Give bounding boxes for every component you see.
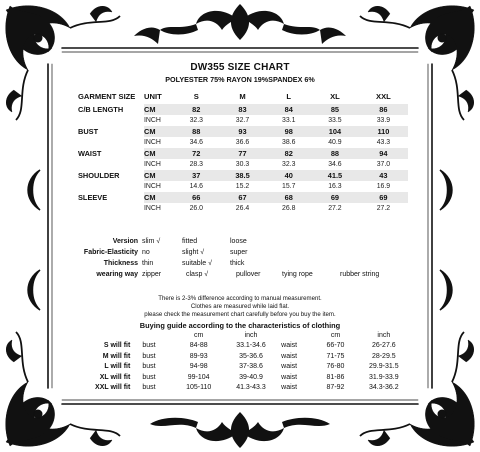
unit-cell: CM (144, 104, 174, 115)
guide-cell: 89-93 (189, 352, 208, 360)
option-key: Fabric-Elasticity (83, 249, 138, 256)
header-cell: UNIT (144, 91, 162, 101)
value-cell: 37.0 (376, 161, 391, 168)
size-row-cm (78, 148, 408, 159)
option-value: no (142, 249, 150, 256)
value-cell: 34.6 (328, 161, 342, 168)
buying-guide-table (88, 330, 408, 393)
buying-guide-title: Buying guide according to the characteristics of clothing (139, 321, 341, 330)
guide-header (88, 330, 408, 341)
value-cell: 16.9 (376, 183, 391, 190)
value-cell: 84 (266, 104, 311, 115)
size-row-inch (78, 115, 408, 126)
option-value: tying rope (282, 271, 313, 278)
header-cell: L (286, 91, 292, 101)
note-line: Clothes are measured while laid flat. (190, 303, 290, 310)
header-cell: XL (330, 91, 340, 101)
option-value: rubber string (340, 271, 380, 278)
measurement-label (78, 203, 144, 214)
measurement-label: C/B LENGTH (78, 104, 144, 115)
value-cell: 34.6 (189, 139, 203, 146)
value-cell: 110 (359, 126, 408, 137)
guide-cell: waist (281, 384, 298, 392)
guide-header-cell: cm (330, 331, 341, 339)
guide-cell: 76-80 (326, 363, 345, 371)
chart-title: DW355 SIZE CHART (190, 62, 290, 73)
guide-cell: 26-27.6 (371, 342, 396, 350)
option-row (80, 238, 410, 249)
value-cell: 32.7 (235, 117, 250, 124)
guide-cell: 99-104 (187, 373, 210, 381)
option-value: slight √ (182, 249, 205, 256)
unit-cell: CM (144, 148, 174, 159)
unit-cell: INCH (144, 205, 161, 212)
option-value: thin (142, 260, 154, 267)
guide-header-cell (138, 330, 172, 341)
size-row-inch (78, 203, 408, 214)
measurement-label (78, 137, 144, 148)
value-cell: 94 (359, 148, 408, 159)
guide-size: XL will fit (99, 373, 131, 381)
value-cell: 72 (174, 148, 219, 159)
guide-cell: 41.3-43.3 (236, 384, 266, 392)
value-cell: 26.8 (282, 205, 296, 212)
guide-row (88, 362, 408, 373)
value-cell: 33.9 (376, 117, 391, 124)
size-table (78, 88, 408, 214)
option-value: thick (230, 260, 245, 267)
value-cell: 33.1 (282, 117, 296, 124)
value-cell: 98 (266, 126, 311, 137)
value-cell: 14.6 (189, 183, 203, 190)
guide-cell: 35-36.6 (239, 352, 263, 360)
option-key: wearing way (96, 271, 138, 278)
material-composition: POLYESTER 75% RAYON 19%SPANDEX 6% (165, 75, 315, 84)
value-cell: 82 (266, 148, 311, 159)
measurement-label: SLEEVE (78, 192, 144, 203)
guide-row (88, 383, 408, 394)
option-value: fitted (182, 238, 198, 245)
note-line: please check the measurement chart carefully before you buy the item. (144, 311, 336, 318)
unit-cell: INCH (144, 161, 161, 168)
option-value: clasp √ (186, 271, 209, 278)
option-value: super (230, 249, 248, 256)
guide-size: S will fit (103, 342, 131, 350)
value-cell: 32.3 (189, 117, 203, 124)
value-cell: 88 (174, 126, 219, 137)
guide-cell: waist (281, 363, 298, 371)
value-cell: 32.3 (282, 161, 296, 168)
guide-header-cell (88, 330, 138, 341)
value-cell: 26.4 (235, 205, 250, 212)
value-cell: 85 (311, 104, 359, 115)
value-cell: 93 (219, 126, 267, 137)
guide-cell: 29.9-31.5 (369, 363, 399, 371)
size-table-header (78, 88, 408, 104)
guide-cell: 33.1-34.6 (236, 342, 266, 350)
value-cell: 30.3 (235, 161, 250, 168)
value-cell: 40 (266, 170, 311, 181)
value-cell: 82 (174, 104, 219, 115)
measurement-label (78, 159, 144, 170)
size-row-cm (78, 126, 408, 137)
unit-cell: INCH (144, 139, 161, 146)
unit-cell: INCH (144, 183, 161, 190)
option-value: suitable √ (182, 260, 212, 267)
measurement-label: SHOULDER (78, 170, 144, 181)
value-cell: 43 (359, 170, 408, 181)
guide-cell: bust (142, 373, 156, 381)
value-cell: 28.3 (189, 161, 203, 168)
measurement-label: WAIST (78, 148, 144, 159)
unit-cell: CM (144, 192, 174, 203)
size-row-inch (78, 137, 408, 148)
guide-cell: 84-88 (189, 342, 208, 350)
value-cell: 40.9 (328, 139, 342, 146)
value-cell: 36.6 (235, 139, 250, 146)
option-value: zipper (142, 271, 162, 278)
size-row-cm (78, 192, 408, 203)
value-cell: 104 (311, 126, 359, 137)
guide-cell: waist (281, 373, 298, 381)
option-value: slim √ (142, 238, 161, 245)
value-cell: 38.5 (219, 170, 267, 181)
value-cell: 86 (359, 104, 408, 115)
guide-cell: 66-70 (326, 342, 345, 350)
guide-cell: bust (142, 363, 156, 371)
value-cell: 27.2 (376, 205, 391, 212)
option-value: pullover (236, 271, 261, 278)
guide-size: XXL will fit (95, 384, 131, 392)
value-cell: 37 (174, 170, 219, 181)
guide-cell: 37-38.6 (239, 363, 263, 371)
guide-header-cell: inch (377, 331, 391, 339)
value-cell: 38.6 (282, 139, 296, 146)
guide-cell: bust (142, 352, 156, 360)
value-cell: 66 (174, 192, 219, 203)
guide-row (88, 372, 408, 383)
unit-cell: CM (144, 126, 174, 137)
guide-cell: 34.3-36.2 (369, 384, 399, 392)
value-cell: 27.2 (328, 205, 342, 212)
guide-cell: bust (142, 342, 156, 350)
size-row-inch (78, 181, 408, 192)
value-cell: 33.5 (328, 117, 342, 124)
value-cell: 68 (266, 192, 311, 203)
value-cell: 83 (219, 104, 267, 115)
guide-cell: 28-29.5 (371, 352, 396, 360)
guide-header-cell (277, 330, 311, 341)
value-cell: 69 (359, 192, 408, 203)
guide-cell: 81-86 (326, 373, 345, 381)
option-row (80, 260, 410, 271)
option-row (80, 271, 410, 282)
option-row (80, 249, 410, 260)
measurement-label (78, 115, 144, 126)
guide-size: M will fit (102, 352, 131, 360)
guide-cell: 71-75 (326, 352, 345, 360)
header-cell: M (239, 91, 246, 101)
garment-options (80, 238, 410, 282)
guide-cell: 87-92 (326, 384, 345, 392)
guide-row (88, 341, 408, 352)
value-cell: 67 (219, 192, 267, 203)
value-cell: 88 (311, 148, 359, 159)
value-cell: 15.7 (282, 183, 296, 190)
size-row-cm (78, 104, 408, 115)
header-cell: XXL (376, 91, 391, 101)
size-row-cm (78, 170, 408, 181)
value-cell: 26.0 (189, 205, 203, 212)
value-cell: 43.3 (376, 139, 391, 146)
option-value: loose (230, 238, 247, 245)
value-cell: 16.3 (328, 183, 342, 190)
guide-cell: 94-98 (189, 363, 208, 371)
option-key: Version (112, 238, 138, 245)
header-cell: S (193, 91, 199, 101)
size-row-inch (78, 159, 408, 170)
value-cell: 41.5 (311, 170, 359, 181)
guide-cell: waist (281, 352, 298, 360)
guide-cell: 105-110 (186, 384, 212, 392)
header-cell: GARMENT SIZE (78, 91, 136, 101)
guide-cell: 31.9-33.9 (369, 373, 399, 381)
value-cell: 77 (219, 148, 267, 159)
measurement-label (78, 181, 144, 192)
guide-header-cell: inch (244, 331, 258, 339)
guide-row (88, 351, 408, 362)
guide-cell: waist (281, 342, 298, 350)
guide-size: L will fit (104, 363, 131, 371)
unit-cell: CM (144, 170, 174, 181)
measurement-notes (0, 295, 480, 319)
option-key: Thickness (103, 260, 138, 267)
value-cell: 15.2 (235, 183, 250, 190)
guide-header-cell: cm (194, 331, 204, 339)
unit-cell: INCH (144, 117, 161, 124)
note-line: There is 2-3% difference according to manual measurement. (158, 295, 322, 302)
guide-cell: 39-40.9 (239, 373, 263, 381)
guide-cell: bust (142, 384, 156, 392)
value-cell: 69 (311, 192, 359, 203)
measurement-label: BUST (78, 126, 144, 137)
